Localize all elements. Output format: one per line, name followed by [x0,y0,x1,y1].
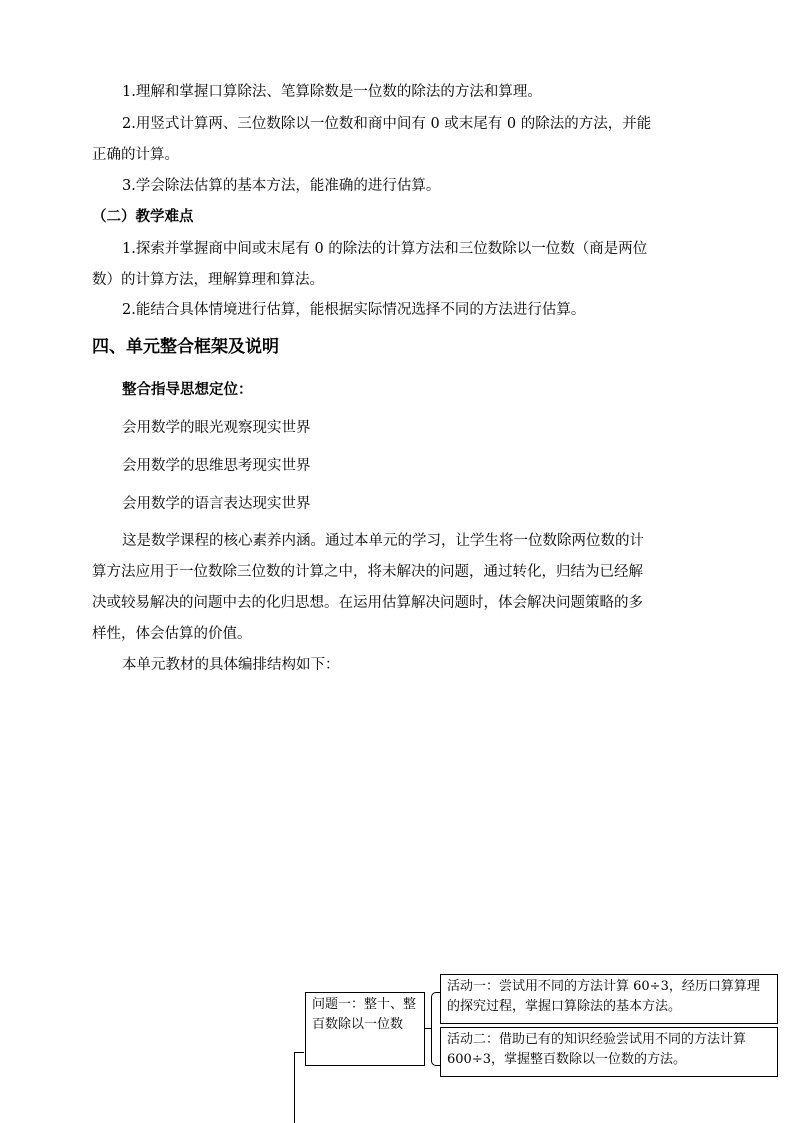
literacy-line-3: 会用数学的语言表达现实世界 [122,496,311,512]
difficulty-item-2: 2.能结合具体情境进行估算，能根据实际情况选择不同的方法进行估算。 [122,302,586,318]
explanation-para-line-3: 决或较易解决的问题中去的化归思想。在运用估算解决问题时，体会解决问题策略的多 [92,595,643,611]
guiding-thought-heading: 整合指导思想定位： [122,382,253,398]
difficulty-item-1-cont: 数）的计算方法，理解算理和算法。 [92,272,324,288]
objective-item-1: 1.理解和掌握口算除法、笔算除数是一位数的除法的方法和算理。 [122,84,542,100]
activities-brace [431,992,440,1066]
explanation-para-line-4: 样性，体会估算的价值。 [92,626,252,642]
difficulties-heading: （二）教学难点 [92,209,194,225]
activity-1-box: 活动一：尝试用不同的方法计算 60÷3，经历口算算理的探究过程，掌握口算除法的基本方法。 [440,974,778,1024]
explanation-para-line-1: 这是数学课程的核心素养内涵。通过本单元的学习，让学生将一位数除两位数的计 [122,533,644,549]
literacy-line-2: 会用数学的思维思考现实世界 [122,458,311,474]
diagram-trunk-line [294,1052,295,1123]
explanation-para-line-2: 算方法应用于一位数除三位数的计算之中，将未解决的问题，通过转化，归结为已经解 [92,564,643,580]
activity-2-box: 活动二：借助已有的知识经验尝试用不同的方法计算 600÷3，掌握整百数除以一位数的方法。 [440,1027,778,1077]
problem-1-box: 问题一：整十、整百数除以一位数 [305,992,425,1066]
diagram-trunk-connector [294,1052,304,1053]
objective-item-3: 3.学会除法估算的基本方法，能准确的进行估算。 [122,178,441,194]
literacy-line-1: 会用数学的眼光观察现实世界 [122,420,311,436]
structure-intro: 本单元教材的具体编排结构如下： [122,657,340,673]
objective-item-2: 2.用竖式计算两、三位数除以一位数和商中间有 0 或末尾有 0 的除法的方法，并能 [122,116,652,132]
section-4-heading: 四、单元整合框架及说明 [92,337,279,357]
objective-item-2-cont: 正确的计算。 [92,147,179,163]
difficulty-item-1: 1.探索并掌握商中间或末尾有 0 的除法的计算方法和三位数除以一位数（商是两位 [122,241,648,257]
